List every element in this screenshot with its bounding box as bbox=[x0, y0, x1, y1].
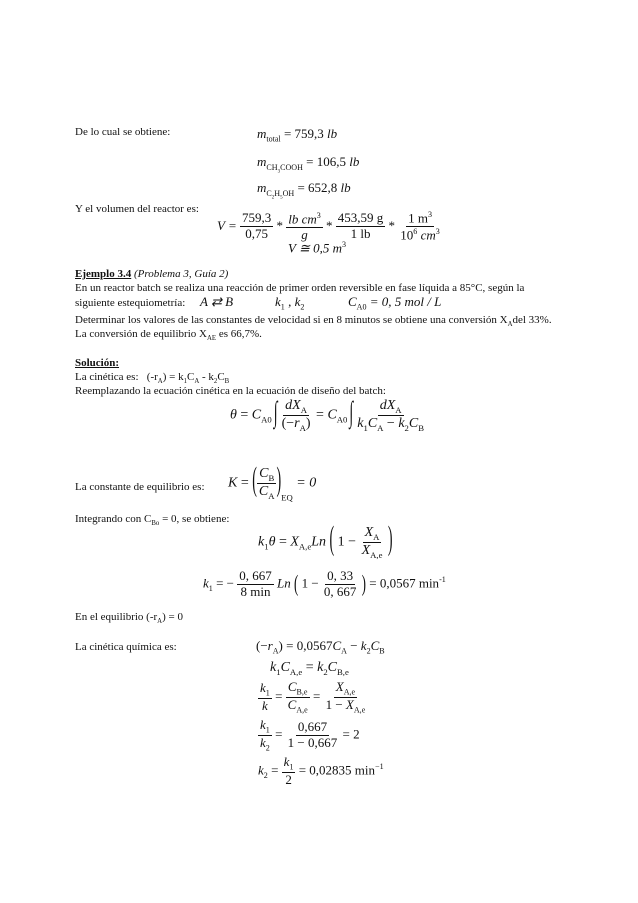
rate-equation: $(-r_A) = 0,0567C_A - k_2C_B$ bbox=[256, 638, 385, 656]
intro-text: De lo cual se obtiene: bbox=[75, 126, 171, 138]
chemical-kinetics-text: La cinética química es: bbox=[75, 641, 177, 653]
batch-design-equation: $\theta = C_{A0}$ ∫ $\frac{dX_A}{(-r_A)}$ = $C_{A0}$ ∫ $\frac{dX_A}{k_1C_A - k_2C_B}$ bbox=[230, 398, 425, 433]
kinetics-line: La cinética es: $(-r_A) = k_1C_A - k_2C_B$ bbox=[75, 371, 230, 386]
ratio-value-equation: $\frac{k_1}{k_2}$ = $\frac{0,667}{1 - 0,667}$ = 2 bbox=[260, 717, 360, 753]
equilibrium-balance: $k_1C_{A,e} = k_2C_{B,e}$ bbox=[270, 660, 349, 677]
volume-intro-text: Y el volumen del reactor es: bbox=[75, 203, 199, 215]
problem-text-line3: Determinar los valores de las constantes de velocidad si en 8 minutos se obtiene una conversión $X_Adel$ 33%. bbox=[75, 314, 552, 329]
k2-result-equation: $k_2$ = $\frac{k_1}{2}$ = 0,02835 $\min^{-1}$ bbox=[258, 754, 384, 787]
problem-text-line2: siguiente estequiometría: bbox=[75, 297, 186, 309]
integrated-equation: $k_1\theta = X_{A,e}Ln$ ( 1 − $\frac{X_A}{X_{A,e}}$ ) bbox=[258, 523, 393, 560]
volume-result: V ≅ 0,5 $m^3$ bbox=[288, 240, 347, 256]
ratio-equation: $\frac{k_1}{k}$ = $\frac{C_{B,e}}{C_{A,e}}$ = $\frac{X_{A,e}}{1 - X_{A,e}}$ bbox=[260, 679, 366, 715]
mass-ethanol-equation: $m_{C_2H_5OH} = 652,8$ lb bbox=[257, 180, 351, 201]
problem-text-line4: La conversión de equilibrio $X_{AE}$ es 66,7%. bbox=[75, 328, 262, 343]
equilibrium-constant-text: La constante de equilibrio es: bbox=[75, 481, 205, 493]
integrating-text: Integrando con $C_{Bo} = 0$, se obtiene: bbox=[75, 513, 230, 528]
rate-constants-label: $k_1$ , $k_2$ bbox=[275, 294, 305, 312]
example-title: Ejemplo 3.4 (Problema 3, Guía 2) bbox=[75, 268, 229, 280]
volume-equation: V = $\frac{759,3}{0,75}$ * $\frac{lb cm^3}{g}$ * $\frac{453,59 g}{1 lb}$ * $\frac{1 m^3}{10^6 cm^3}$ bbox=[217, 210, 440, 243]
at-equilibrium-text: En el equilibrio $(-r_A) = 0$ bbox=[75, 611, 183, 626]
problem-text-line1: En un reactor batch se realiza una reacción de primer orden reversible en fase líquida a 85°C, según la bbox=[75, 282, 525, 294]
mass-total-equation: $m_{total} = 759,3$ lb bbox=[257, 126, 338, 144]
solution-heading: Solución: bbox=[75, 357, 120, 369]
initial-concentration: $C_{A0} = 0$, 5 mol / L bbox=[348, 294, 442, 312]
k1-calculation: $k_1$ = − $\frac{0, 667}{8 \min}$ Ln ( 1 − $\frac{0, 33}{0, 667}$ ) = 0,0567 $\min^{-1}$ bbox=[203, 568, 446, 599]
mass-acetic-equation: $m_{CH_3COOH} = 106,5$ lb bbox=[257, 154, 360, 175]
equilibrium-constant-equation: K = ( $\frac{C_B}{C_A}$ )$_{EQ} = 0$ bbox=[228, 464, 317, 503]
reaction-equation: A ⇄ B bbox=[200, 294, 234, 309]
replacing-text: Reemplazando la ecuación cinética en la ecuación de diseño del batch: bbox=[75, 385, 386, 397]
